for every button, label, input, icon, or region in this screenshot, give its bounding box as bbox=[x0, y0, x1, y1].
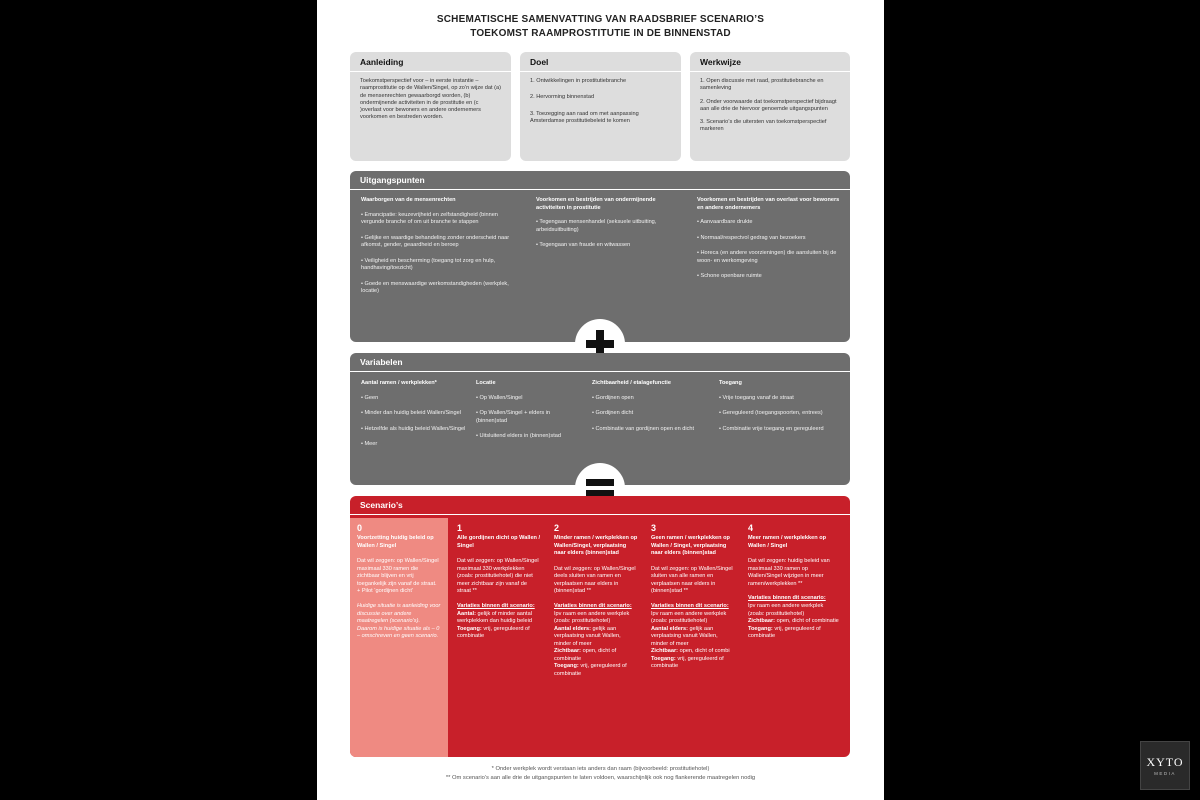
list-item: • Uitsluitend elders in (binnen)stad bbox=[476, 433, 561, 440]
scenario-0 bbox=[350, 518, 448, 757]
card-werkwijze bbox=[690, 52, 850, 161]
column-heading: Waarborgen van de mensenrechten bbox=[361, 197, 456, 203]
variation-line bbox=[651, 648, 735, 656]
watermark-brand: XYTO bbox=[1146, 755, 1184, 769]
scenario-text: Dat wil zeggen: op Wallen/Singel maximaal 330 werkplekken (zoals: prostitutiehotel) die niet meer zichtbaar zijn vanaf de straat ** bbox=[457, 558, 539, 595]
list-item: • Tegengaan van fraude en witwassen bbox=[536, 242, 631, 249]
list-item: • Schone openbare ruimte bbox=[697, 273, 762, 280]
scenario-3 bbox=[644, 518, 742, 757]
footnote-2: ** Om scenario’s aan alle drie de uitgangspunten te laten voldoen, waarschijnlijk ook nog flankerende maatregelen nodig bbox=[445, 775, 756, 781]
scenarios-heading: Scenario’s bbox=[350, 496, 850, 515]
variation-label: Aantal elders: bbox=[554, 625, 591, 632]
list-item: • Gordijnen open bbox=[592, 394, 634, 401]
list-item: • Aanvaardbare drukte bbox=[697, 219, 753, 226]
list-item: • Normaal/respectvol gedrag van bezoekers bbox=[697, 234, 806, 241]
list-item: • Veiligheid en bescherming (toegang tot zorg en hulp, handhaving/toezicht) bbox=[361, 257, 496, 272]
list-item: • Minder dan huidig beleid Wallen/Singel bbox=[361, 410, 462, 417]
scenario-number: 2 bbox=[554, 523, 560, 533]
list-item: • Geen bbox=[361, 394, 379, 401]
variation-line bbox=[457, 626, 541, 641]
scenario-text: Dat wil zeggen: op Wallen/Singel sluiten van alle ramen en verplaatsen naar elders in (binnen)stad ** bbox=[651, 565, 733, 595]
variation-text: vrij, gereguleerd of combinatie bbox=[748, 625, 821, 640]
list-item: • Meer bbox=[361, 441, 378, 448]
list-item: • Hetzelfde als huidig beleid Wallen/Singel bbox=[361, 425, 466, 432]
scenario-note: Huidige situatie is aanleiding voor discussie over andere maatregelen (scenario’s). Daarom is huidige situatie als – 0 – omschreven en geen scenario. bbox=[357, 602, 441, 640]
scenario-1 bbox=[450, 518, 548, 757]
variation-label: Zichtbaar: bbox=[748, 618, 776, 625]
column-heading: Zichtbaarheid / etalagefunctie bbox=[592, 380, 671, 386]
variations-heading: Variaties binnen dit scenario: bbox=[651, 602, 729, 609]
list-item: • Goede en menswaardige werkomstandigheden (werkplek, locatie) bbox=[361, 280, 509, 295]
uitgangspunten-heading: Uitgangspunten bbox=[350, 171, 850, 190]
title-line-1: SCHEMATISCHE SAMENVATTING VAN RAADSBRIEF SCENARIO’S bbox=[436, 14, 765, 25]
doel-item: 1. Ontwikkelingen in prostitutiebranche bbox=[530, 78, 627, 84]
variations-heading: Variaties binnen dit scenario: bbox=[748, 595, 826, 602]
variation-line bbox=[748, 626, 840, 641]
list-item: • Op Wallen/Singel + elders in (binnen)stad bbox=[476, 410, 551, 424]
variations-heading: Variaties binnen dit scenario: bbox=[554, 602, 632, 609]
scenario-text: Dat wil zeggen: huidig beleid van maximaal 330 ramen op Wallen/Singel wijzigen in meer ramen/werkplekken ** bbox=[748, 558, 830, 587]
scenario-4 bbox=[741, 518, 847, 757]
scenario-2 bbox=[547, 518, 645, 757]
title-line-2: TOEKOMST RAAMPROSTITUTIE IN DE BINNENSTAD bbox=[470, 28, 731, 39]
card-aanleiding-heading: Aanleiding bbox=[350, 52, 511, 72]
variation-label: Zichtbaar: bbox=[554, 648, 582, 655]
scenario-heading: Alle gordijnen dicht op Wallen / Singel bbox=[457, 535, 541, 549]
scenario-text: Dat wil zeggen: op Wallen/Singel maximaal 330 ramen die zichtbaar blijven en vrij toegankelijk zijn vanaf de straat. + Pilot ‘gordijnen dicht’ bbox=[357, 558, 439, 595]
uitgangspunten-column bbox=[536, 197, 664, 258]
scenario-heading: Meer ramen / werkplekken op Wallen / Singel bbox=[748, 535, 827, 549]
variation-line bbox=[554, 626, 638, 649]
uitgangspunten-column bbox=[697, 197, 843, 289]
variation-text: gelijk aan verplaatsing vanuit Wallen, minder of meer bbox=[651, 625, 718, 647]
document-sheet bbox=[317, 0, 884, 800]
werkwijze-item: 3. Scenario’s die uitersten van toekomstperspectief markeren bbox=[700, 119, 827, 133]
scenario-heading: Geen ramen / werkplekken op Wallen / Singel, verplaatsing naar elders (binnen)stad bbox=[651, 535, 730, 557]
column-heading: Voorkomen en bestrijden van ondermijnende activiteiten in prostitutie bbox=[536, 197, 656, 211]
variabelen-column bbox=[361, 380, 466, 457]
variabelen-column bbox=[476, 380, 576, 449]
list-item: • Tegengaan mensenhandel (seksuele uitbuiting, arbeidsuitbuiting) bbox=[536, 219, 657, 233]
list-item: • Emancipatie: keuzevrijheid en zelfstandigheid (binnen vergunde branche of om uit branche te stappen bbox=[361, 211, 498, 226]
card-aanleiding-text: Toekomstperspectief voor – in eerste instantie – raamprostitutie op de Wallen/Singel, op zo’n wijze dat (a) de mensenrechten gewaarborgd worden, (b) ondermijnende activiteiten in de prostitutie en (c )overlast voor bewoners en andere ondernemers voorkomen en bestreden worden. bbox=[360, 78, 501, 121]
variation-label: Zichtbaar: bbox=[651, 648, 679, 655]
scenario-heading: Minder ramen / werkplekken op Wallen/Singel, verplaatsing naar elders (binnen)stad bbox=[554, 535, 638, 557]
list-item: • Horeca (en andere voorzieningen) die aansluiten bij de woon- en werkomgeving bbox=[697, 250, 837, 264]
variation-line bbox=[651, 626, 735, 649]
scenario-number: 1 bbox=[457, 523, 463, 533]
werkwijze-item: 1. Open discussie met raad, prostitutiebranche en samenleving bbox=[700, 78, 824, 92]
scenario-number: 3 bbox=[651, 523, 657, 533]
watermark-sub: MEDIA bbox=[1154, 771, 1176, 776]
variation-line bbox=[554, 648, 638, 663]
card-aanleiding bbox=[350, 52, 511, 161]
variation-text: Ipv raam een andere werkplek (zoals: prostitutiehotel) bbox=[651, 610, 727, 625]
variation-text: Ipv raam een andere werkplek (zoals: prostitutiehotel) bbox=[748, 602, 824, 617]
variation-text: gelijk aan verplaatsing vanuit Wallen, minder of meer bbox=[554, 625, 621, 647]
variation-text: Ipv raam een andere werkplek (zoals: prostitutiehotel) bbox=[554, 610, 630, 625]
list-item: • Combinatie van gordijnen open en dicht bbox=[592, 425, 695, 432]
variation-label: Toegang: bbox=[748, 625, 773, 632]
variation-text: vrij, gereguleerd of combinatie bbox=[651, 655, 724, 670]
uitgangspunten-column bbox=[361, 197, 519, 304]
variation-label: Toegang: bbox=[651, 655, 676, 662]
scenario-number: 0 bbox=[357, 523, 363, 533]
watermark-logo bbox=[1140, 741, 1190, 790]
variation-text: open, dicht of combi bbox=[678, 648, 730, 655]
variation-line bbox=[457, 611, 541, 626]
variation-text: open, dicht of combinatie bbox=[775, 618, 839, 625]
card-werkwijze-heading: Werkwijze bbox=[690, 52, 850, 72]
column-heading: Voorkomen en bestrijden van overlast voor bewoners en andere ondernemers bbox=[697, 197, 840, 211]
card-doel bbox=[520, 52, 681, 161]
variation-label: Aantal: bbox=[457, 610, 476, 617]
variations-heading: Variaties binnen dit scenario: bbox=[457, 602, 535, 609]
variabelen-heading: Variabelen bbox=[350, 353, 850, 372]
variabelen-column bbox=[592, 380, 702, 441]
card-doel-heading: Doel bbox=[520, 52, 681, 72]
variation-line bbox=[554, 663, 638, 678]
list-item: • Op Wallen/Singel bbox=[476, 394, 523, 401]
list-item: • Vrije toegang vanaf de straat bbox=[719, 394, 794, 401]
doel-item: 3. Toezegging aan raad om met aanpassing Amsterdamse prostitutiebeleid te komen bbox=[530, 110, 639, 124]
variation-line bbox=[748, 618, 840, 626]
variation-label: Aantal elders: bbox=[651, 625, 688, 632]
list-item: • Gordijnen dicht bbox=[592, 410, 634, 417]
variation-text: vrij, gereguleerd of combinatie bbox=[457, 625, 530, 640]
scenario-number: 4 bbox=[748, 523, 754, 533]
variation-text: gelijk of minder aantal werkplekken dan huidig beleid bbox=[457, 610, 532, 625]
section-scenarios bbox=[350, 496, 850, 757]
variation-text: vrij, gereguleerd of combinatie bbox=[554, 663, 627, 677]
variabelen-column bbox=[719, 380, 837, 441]
variation-text: open, dicht of combinatie bbox=[554, 648, 617, 662]
doel-item: 2. Hervorming binnenstad bbox=[530, 94, 595, 101]
scenario-heading: Voortzetting huidig beleid op Wallen / Singel bbox=[357, 535, 434, 549]
column-heading: Aantal ramen / werkplekken* bbox=[361, 380, 437, 386]
column-heading: Toegang bbox=[719, 380, 742, 386]
list-item: • Gereguleerd (toegangspoorten, entrees) bbox=[719, 410, 823, 417]
section-uitgangspunten bbox=[350, 171, 850, 342]
variation-line bbox=[651, 656, 735, 671]
variation-label: Toegang: bbox=[457, 625, 482, 632]
footnote-1: * Onder werkplek wordt verstaan iets anders dan raam (bijvoorbeeld: prostitutiehotel) bbox=[491, 766, 710, 772]
column-heading: Locatie bbox=[476, 380, 496, 386]
variation-label: Toegang: bbox=[554, 663, 579, 670]
scenario-text: Dat wil zeggen: op Wallen/Singel deels sluiten van ramen en verplaatsen naar elders in (binnen)stad ** bbox=[554, 565, 636, 595]
list-item: • Gelijke en waardige behandeling zonder onderscheid naar afkomst, gender, geaardheid en beroep bbox=[361, 234, 510, 249]
werkwijze-item: 2. Onder voorwaarde dat toekomstperspectief bijdraagt aan alle drie de hiervoor genoemde uitgangspunten bbox=[700, 98, 837, 112]
list-item: • Combinatie vrije toegang en gereguleerd bbox=[719, 425, 824, 432]
